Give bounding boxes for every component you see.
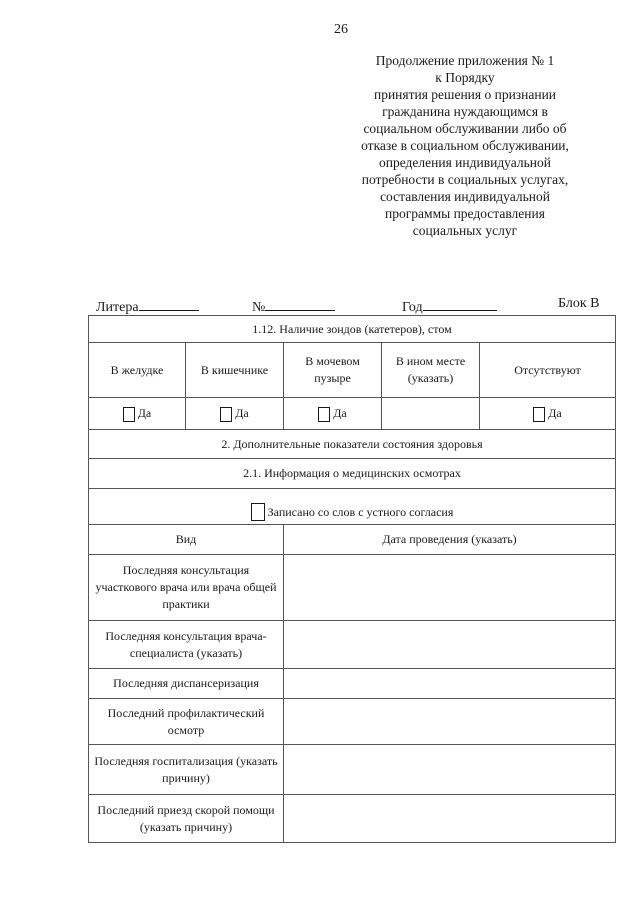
yes-label: Да xyxy=(137,406,152,420)
other-place-input-cell[interactable] xyxy=(382,398,480,430)
exam-row xyxy=(89,621,616,669)
exam-date-input[interactable] xyxy=(284,745,616,795)
stomach-yes-cell xyxy=(89,398,186,430)
header-line: гражданина нуждающимся в xyxy=(382,104,548,119)
exam-kind: Последняя консультация врача-специалиста (указать) xyxy=(89,621,284,669)
section-2-title: 2. Дополнительные показатели состояния здоровья xyxy=(89,430,616,459)
col-intestine: В кишечнике xyxy=(186,343,284,398)
header-line: потребности в социальных услугах, xyxy=(361,172,569,187)
exam-date-input[interactable] xyxy=(284,699,616,745)
litera-field[interactable] xyxy=(96,296,199,316)
yes-label: Да xyxy=(548,406,562,420)
header-line: к Порядку xyxy=(435,70,495,85)
section-title-row xyxy=(89,316,616,343)
header-line: Продолжение приложения № 1 xyxy=(375,53,555,68)
year-blank[interactable] xyxy=(423,296,497,311)
col-other-place: В ином месте (указать) xyxy=(382,343,480,398)
stomach-yes-checkbox[interactable] xyxy=(123,407,135,422)
intestine-yes-checkbox[interactable] xyxy=(220,407,232,422)
section-2-1-title: 2.1. Информация о медицинских осмотрах xyxy=(89,459,616,489)
bladder-yes-cell xyxy=(284,398,382,430)
section-1-12-title: 1.12. Наличие зондов (катетеров), стом xyxy=(89,316,616,343)
header-line: отказе в социальном обслуживании, xyxy=(361,138,569,153)
consent-label: Записано со слов с устного согласия xyxy=(267,505,454,519)
exam-kind: Последний приезд скорой помощи (указать причину) xyxy=(89,795,284,843)
consent-row xyxy=(89,489,616,525)
block-label: Блок В xyxy=(558,296,600,311)
exam-row xyxy=(89,795,616,843)
section-2-1-row xyxy=(89,459,616,489)
absent-yes-checkbox[interactable] xyxy=(533,407,545,422)
year-label: Год xyxy=(402,300,423,315)
intestine-yes-cell xyxy=(186,398,284,430)
number-field[interactable] xyxy=(252,296,335,316)
exam-header-row xyxy=(89,525,616,555)
col-bladder: В мочевом пузыре xyxy=(284,343,382,398)
absent-yes-cell xyxy=(480,398,616,430)
year-field[interactable] xyxy=(402,296,497,316)
header-line: социальных услуг xyxy=(412,223,518,238)
header-line: принятия решения о признании xyxy=(373,87,557,102)
litera-blank[interactable] xyxy=(139,296,199,311)
appendix-header xyxy=(345,52,585,239)
page-number: 26 xyxy=(334,22,348,37)
number-label: № xyxy=(252,300,266,315)
exam-kind: Последняя госпитализация (указать причину) xyxy=(89,745,284,795)
exam-kind: Последняя диспансеризация xyxy=(89,669,284,699)
assessment-table xyxy=(88,315,616,843)
header-line: социальном обслуживании либо об xyxy=(363,121,567,136)
consent-checkbox[interactable] xyxy=(251,503,265,521)
col-stomach: В желудке xyxy=(89,343,186,398)
catheter-header-row xyxy=(89,343,616,398)
meta-row xyxy=(96,296,610,314)
header-line: составления индивидуальной xyxy=(380,189,550,204)
exam-row xyxy=(89,745,616,795)
exam-kind: Последний профилактический осмотр xyxy=(89,699,284,745)
catheter-checkbox-row xyxy=(89,398,616,430)
section-2-row xyxy=(89,430,616,459)
exam-kind: Последняя консультация участкового врача или врача общей практики xyxy=(89,555,284,621)
number-blank[interactable] xyxy=(265,296,335,311)
col-kind: Вид xyxy=(89,525,284,555)
col-absent: Отсутствуют xyxy=(480,343,616,398)
exam-date-input[interactable] xyxy=(284,669,616,699)
exam-row xyxy=(89,669,616,699)
header-line: определения индивидуальной xyxy=(379,155,551,170)
bladder-yes-checkbox[interactable] xyxy=(318,407,330,422)
col-date: Дата проведения (указать) xyxy=(284,525,616,555)
yes-label: Да xyxy=(235,406,249,420)
exam-date-input[interactable] xyxy=(284,621,616,669)
exam-date-input[interactable] xyxy=(284,555,616,621)
header-line: программы предоставления xyxy=(385,206,545,221)
yes-label: Да xyxy=(333,406,347,420)
consent-cell xyxy=(89,489,616,525)
exam-row xyxy=(89,699,616,745)
exam-row xyxy=(89,555,616,621)
litera-label: Литера xyxy=(96,300,139,315)
exam-date-input[interactable] xyxy=(284,795,616,843)
